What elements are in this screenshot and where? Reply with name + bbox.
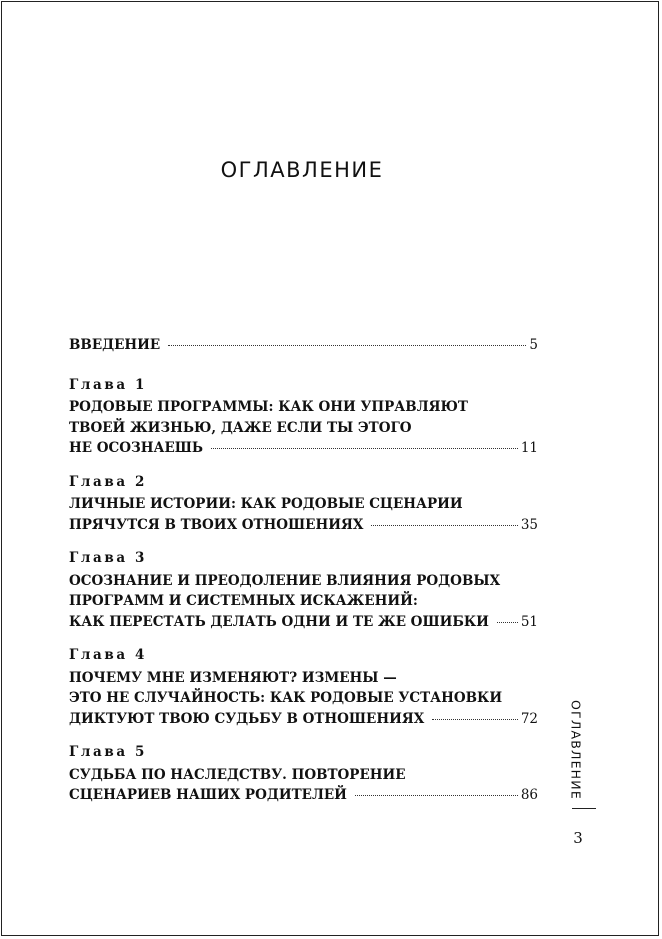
running-header-side-label: ОГЛАВЛЕНИЕ bbox=[568, 700, 584, 800]
folio-page-number: 3 bbox=[573, 829, 583, 847]
chapter-title-line: ПРЯЧУТСЯ В ТВОИХ ОТНОШЕНИЯХ bbox=[69, 516, 364, 533]
chapter-title-line: ПРОГРАММ И СИСТЕМНЫХ ИСКАЖЕНИЙ: bbox=[69, 593, 418, 609]
chapter-title-last-line bbox=[69, 515, 538, 536]
dot-leader bbox=[432, 719, 518, 720]
table-of-contents bbox=[69, 335, 538, 819]
chapter-title-last-line bbox=[69, 438, 538, 459]
toc-entry-intro[interactable] bbox=[69, 335, 538, 356]
chapter-title-line: НЕ ОСОЗНАЕШЬ bbox=[69, 440, 204, 456]
chapter-label: Глава 3 bbox=[69, 550, 148, 566]
side-rule-divider bbox=[572, 808, 596, 809]
chapter-title-line: РОДОВЫЕ ПРОГРАММЫ: КАК ОНИ УПРАВЛЯЮТ bbox=[69, 399, 468, 415]
chapter-label: Глава 1 bbox=[69, 376, 148, 393]
chapter-title-line: ПОЧЕМУ МНЕ ИЗМЕНЯЮТ? ИЗМЕНЫ — bbox=[69, 669, 397, 686]
dot-leader bbox=[497, 622, 518, 623]
dot-leader bbox=[211, 448, 518, 449]
chapter-title-line: ЛИЧНЫЕ ИСТОРИИ: КАК РОДОВЫЕ СЦЕНАРИИ bbox=[69, 496, 463, 512]
chapter-title-line: СУДЬБА ПО НАСЛЕДСТВУ. ПОВТОРЕНИЕ bbox=[69, 766, 406, 783]
toc-page-number: 11 bbox=[520, 440, 538, 456]
toc-entry-title: ВВЕДЕНИЕ bbox=[69, 337, 161, 353]
chapter-title-last-line bbox=[69, 709, 538, 730]
chapter-title-last-line bbox=[69, 785, 538, 806]
dot-leader bbox=[355, 795, 518, 796]
toc-page-number: 35 bbox=[520, 516, 538, 533]
chapter-title-line: СЦЕНАРИЕВ НАШИХ РОДИТЕЛЕЙ bbox=[69, 787, 347, 803]
toc-chapter-4[interactable] bbox=[69, 645, 538, 729]
chapter-title-line: ДИКТУЮТ ТВОЮ СУДЬБУ В ОТНОШЕНИЯХ bbox=[69, 710, 425, 727]
toc-chapter-1[interactable] bbox=[69, 375, 538, 459]
toc-page-number: 5 bbox=[529, 337, 538, 353]
chapter-label: Глава 2 bbox=[69, 473, 148, 490]
chapter-label: Глава 4 bbox=[69, 647, 148, 663]
dot-leader bbox=[168, 345, 526, 346]
toc-chapter-3[interactable] bbox=[69, 548, 538, 632]
toc-page-number: 86 bbox=[520, 787, 538, 803]
chapter-title-line: КАК ПЕРЕСТАТЬ ДЕЛАТЬ ОДНИ И ТЕ ЖЕ ОШИБКИ bbox=[69, 613, 489, 630]
chapter-label: Глава 5 bbox=[69, 744, 148, 760]
chapter-title-last-line bbox=[69, 612, 538, 633]
toc-page-number: 72 bbox=[520, 710, 538, 727]
chapter-title-line: ОСОЗНАНИЕ И ПРЕОДОЛЕНИЕ ВЛИЯНИЯ РОДОВЫХ bbox=[69, 572, 501, 589]
dot-leader bbox=[371, 525, 517, 526]
page-title: ОГЛАВЛЕНИЕ bbox=[220, 158, 384, 182]
chapter-title-line: ТВОЕЙ ЖИЗНЬЮ, ДАЖЕ ЕСЛИ ТЫ ЭТОГО bbox=[69, 419, 412, 436]
chapter-title-line: ЭТО НЕ СЛУЧАЙНОСТЬ: КАК РОДОВЫЕ УСТАНОВКИ bbox=[69, 690, 503, 706]
toc-chapter-5[interactable] bbox=[69, 742, 538, 806]
toc-chapter-2[interactable] bbox=[69, 472, 538, 536]
toc-page-number: 51 bbox=[520, 613, 538, 630]
